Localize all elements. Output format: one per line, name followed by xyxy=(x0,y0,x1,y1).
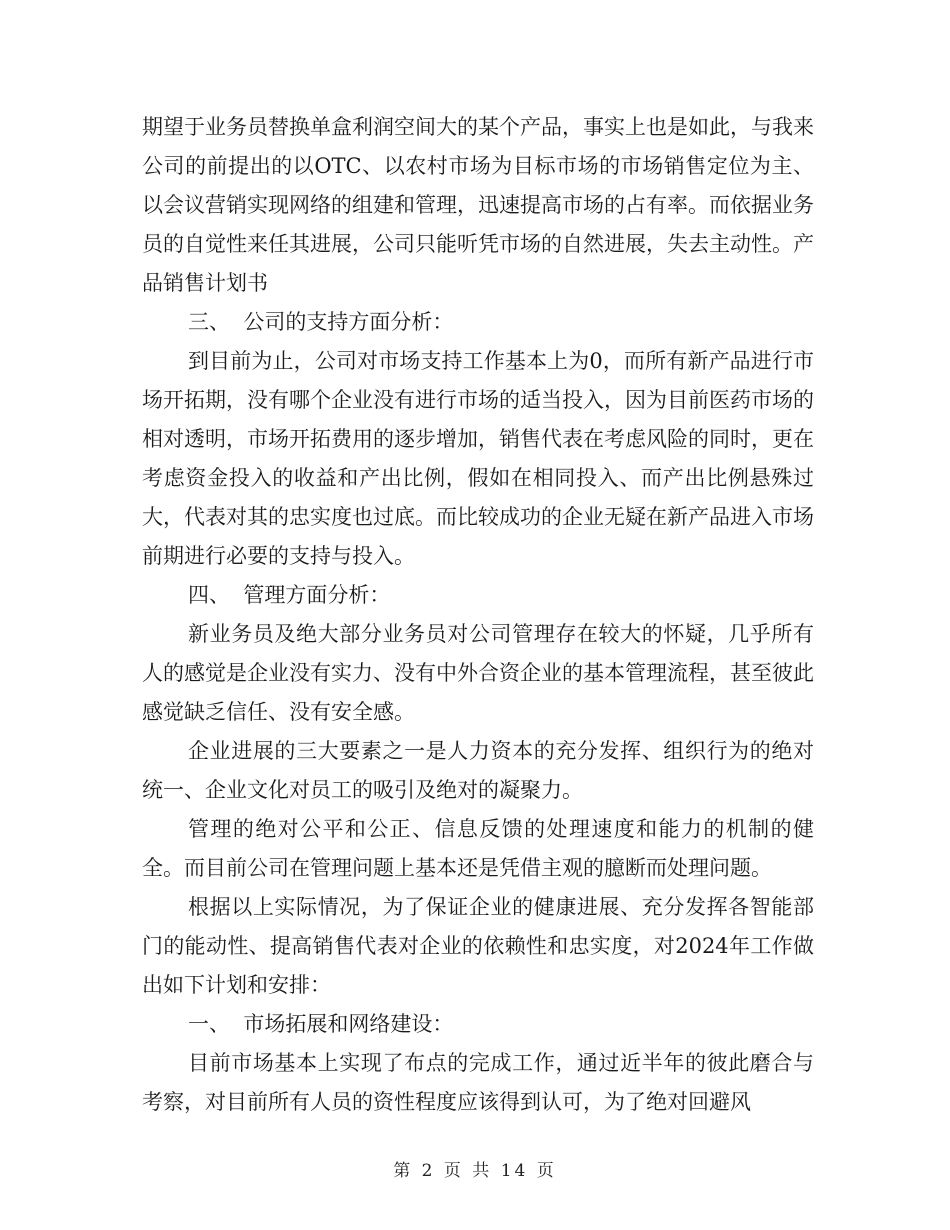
paragraph: 根据以上实际情况，为了保证企业的健康进展、充分发挥各智能部门的能动性、提高销售代表对企业的依赖性和忠实度，对2024年工作做出如下计划和安排： xyxy=(142,895,814,997)
paragraph: 企业进展的三大要素之一是人力资本的充分发挥、组织行为的绝对统一、企业文化对员工的吸引及绝对的凝聚力。 xyxy=(142,739,814,802)
document-body xyxy=(142,108,814,1122)
section-heading: 四、 管理方面分析： xyxy=(188,583,391,607)
page-number-footer: 第 2 页 共 14 页 xyxy=(393,1161,557,1181)
paragraph: 新业务员及绝大部分业务员对公司管理存在较大的怀疑，几乎所有人的感觉是企业没有实力、没有中外合资企业的基本管理流程，甚至彼此感觉缺乏信任、没有安全感。 xyxy=(142,622,814,724)
section-heading: 三、 公司的支持方面分析： xyxy=(188,310,454,334)
paragraph: 期望于业务员替换单盒利润空间大的某个产品，事实上也是如此，与我来公司的前提出的以OTC、以农村市场为目标市场的市场销售定位为主、以会议营销实现网络的组建和管理，迅速提高市场的占有率。而依据业务员的自觉性来任其进展，公司只能听凭市场的自然进展，失去主动性。产品销售计划书 xyxy=(142,115,814,295)
paragraph: 管理的绝对公平和公正、信息反馈的处理速度和能力的机制的健全。而目前公司在管理问题上基本还是凭借主观的臆断而处理问题。 xyxy=(142,817,814,880)
section-heading: 一、 市场拓展和网络建设： xyxy=(188,1012,454,1036)
paragraph: 目前市场基本上实现了布点的完成工作，通过近半年的彼此磨合与考察，对目前所有人员的资性程度应该得到认可，为了绝对回避风 xyxy=(142,1051,814,1114)
paragraph: 到目前为止，公司对市场支持工作基本上为0，而所有新产品进行市场开拓期，没有哪个企业没有进行市场的适当投入，因为目前医药市场的相对透明，市场开拓费用的逐步增加，销售代表在考虑风险的同时，更在考虑资金投入的收益和产出比例，假如在相同投入、而产出比例悬殊过大，代表对其的忠实度也过底。而比较成功的企业无疑在新产品进入市场前期进行必要的支持与投入。 xyxy=(142,349,814,568)
